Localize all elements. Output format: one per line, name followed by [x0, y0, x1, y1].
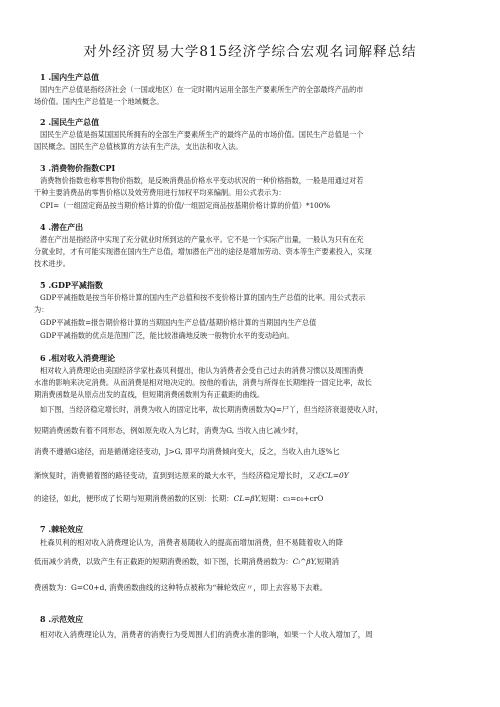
section-2-heading: 2 .国民生产总值 — [40, 117, 100, 127]
section-5-line-2: 为： — [34, 305, 49, 314]
section-5-formula: GDP平减指数=报告期价格计算的当期国内生产总值/基期价格计算的当期国内生产总值 — [40, 318, 317, 327]
section-7-long-run-formula: Cₗ^βY, — [292, 557, 317, 566]
section-3-heading: 3 .消费物价指数CPI — [40, 163, 116, 173]
section-4-line-2: 分就业时，才有可能实现潜在国内生产总值，增加潜在产出的途径是增加劳动、资本等生产要素投入，实现 — [34, 247, 372, 256]
section-4-line-3: 技术进步。 — [34, 259, 70, 268]
section-5-line-4: GDP平减指数的优点是范围广泛，能比较准确地反映一般物价水平的变动趋向。 — [40, 331, 294, 340]
document-title: 对外经济贸易大学815经济学综合宏观名词解释总结 — [83, 44, 417, 60]
section-6-line-7-text: 渐恢复时，消费循着图的路径变动，直到到达原来的最大水平，当经济稳定增长时， — [34, 471, 308, 480]
section-1-line-2: 场价值。国内生产总值是一个地域概念。 — [34, 97, 164, 106]
section-6-line-1: 相对收入消费理论由美国经济学家杜森贝利提出，他认为消费者会受自己过去的消费习惯以及周围消费 — [40, 366, 364, 375]
section-4-heading: 4 .潜在产出 — [40, 222, 84, 232]
section-6-line-3: 期消费函数是从原点出发的直线，但短期消费函数则为有正截距的曲线。 — [34, 390, 265, 399]
section-6-line-7-formula: 又走CL=0Y — [307, 471, 349, 480]
section-6-short-run-formula: 短期：c₃=c₀+crO — [260, 494, 324, 503]
section-6-line-6: 消费不遵循G途径，而是循循途径变动，J>G, 即平均消费倾向变大，反之，当收入由九逐%匕 — [34, 447, 340, 456]
section-6-line-5: 短期消费函数有着不同形态，例如原先收入为匕时，消费为G, 当收入由匕减少时， — [34, 426, 304, 435]
section-4-line-1: 潜在产出是指经济中实现了充分就业时所到达的产量水平。它不是一个实际产出量，一般认为只有在充 — [40, 235, 364, 244]
section-5-heading: 5 .GDP平减指数 — [40, 280, 103, 290]
section-6-line-7 — [34, 471, 470, 481]
section-6-heading: 6 .相对收入消费理论 — [40, 353, 116, 363]
section-7-line-2-text: 低而减少消费，以致产生有正截距的短期消费函数，如下图，长期消费函数为： — [34, 557, 293, 566]
section-8-heading: 8 .示范效应 — [40, 614, 84, 624]
section-6-line-8-text: 的途径，如此，便形成了长期与短期消费函数的区别：长期： — [34, 494, 234, 503]
section-6-line-4: 如下图，当经济稳定增长时，消费为收入的固定比率，故长期消费函数为Q=尸丫，但当经济衰退使收入时， — [40, 405, 383, 414]
section-7-line-1: 杜森贝利的相对收入消费理论认为，消费者易随收入的提高而增加消费，但不易随着收入的降 — [40, 538, 344, 547]
section-7-heading: 7 .棘轮效应 — [40, 524, 84, 534]
section-7-line-2-tail: 短期消 — [316, 557, 340, 566]
section-6-line-2: 水准的影响来决定消费。从而消费是相对地决定的。按他的看法，消费与所得在长期维持一固定比率，故长 — [34, 378, 372, 387]
section-3-line-2: 干种主要消费品的零售价格以及效劳费用进行加权平均来编制。用公式表示为： — [34, 188, 286, 197]
section-5-line-1: GDP平减指数是按当年价格计算的国内生产总值和按不变价格计算的国内生产总值的比率。用公式表示 — [40, 293, 366, 302]
section-2-line-2: 国民概念。国民生产总值核算的方法有生产法，支出法和收入法。 — [34, 142, 243, 151]
section-2-line-1: 国民生产总值是指某国国民所拥有的全部生产要素所生产的最终产品的市场价值。国民生产总值是一个 — [40, 130, 364, 139]
section-1-heading: 1 .国内生产总值 — [40, 72, 100, 82]
section-7-line-3: 费函数为：G=C0+d, 消费函数曲线的这种特点被称为“棘轮效应〃，即上去容易下去难。 — [34, 583, 328, 592]
section-8-line-1: 相对收入消费理论认为，消费者的消费行为受周围人们的消费水准的影响，如果一个人收入增加了，周 — [40, 630, 373, 639]
section-1-line-1: 国内生产总值是指经济社会（一国或地区）在一定时期内运用全部生产要素所生产的全部最终产品的市 — [40, 85, 364, 94]
section-3-line-1: 消费物价指数也称零售物价指数，是反映消费品价格水平变动状况的一种价格指数，一般是用通过对若 — [40, 176, 364, 185]
section-6-long-run-formula: CL=βY, — [233, 494, 261, 503]
section-7-line-2 — [34, 557, 470, 567]
section-6-line-8 — [34, 494, 470, 504]
section-3-formula: CPI=（一组固定商品按当期价格计算的价值/一组固定商品按基期价格计算的价值）*100% — [40, 201, 331, 210]
